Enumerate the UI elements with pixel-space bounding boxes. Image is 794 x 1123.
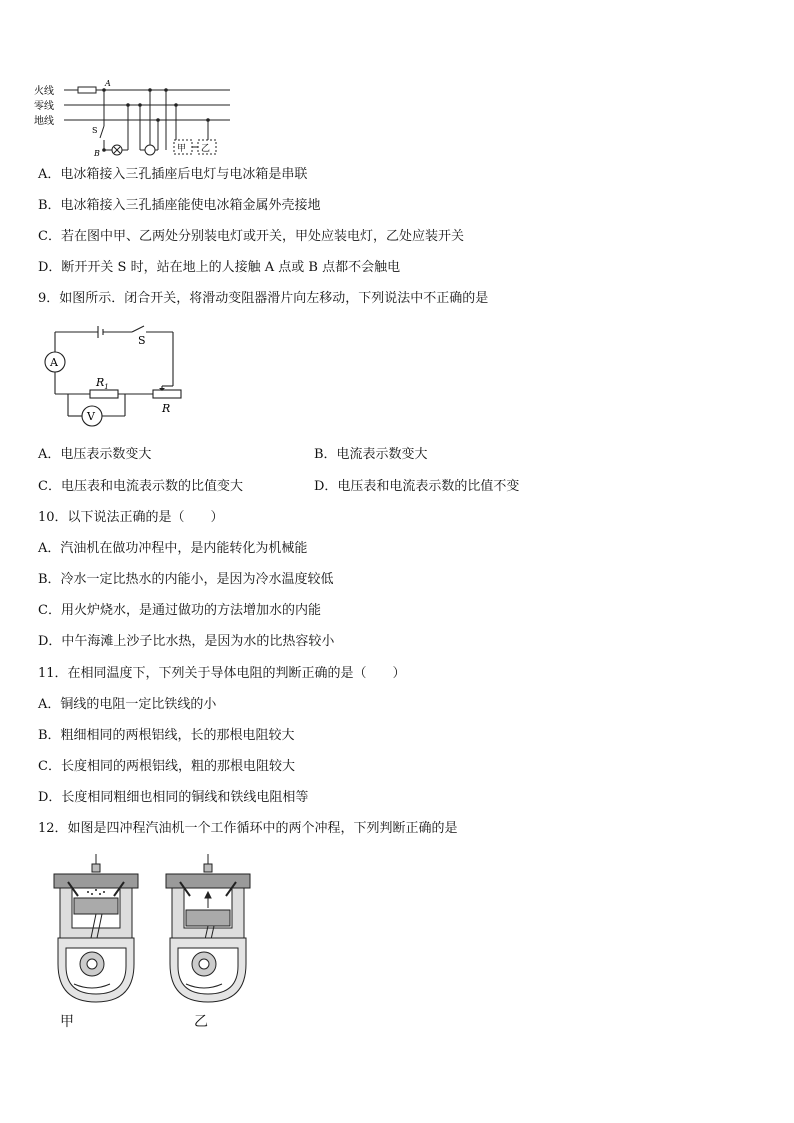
voltmeter-label: V [87, 410, 95, 423]
box-yi-label: 乙 [201, 144, 211, 154]
point-a-label: A [105, 79, 111, 88]
engine-jia-label: 甲 [60, 1014, 74, 1030]
household-circuit-figure [30, 78, 240, 162]
q10-option-c: C．用火炉烧水，是通过做功的方法增加水的内能 [38, 603, 321, 618]
q8-option-d: D．断开开关 S 时，站在地上的人接触 A 点或 B 点都不会触电 [38, 260, 401, 275]
q9-option-a: A．电压表示数变大 [38, 447, 152, 462]
live-wire-label: 火线 [34, 86, 54, 97]
neutral-wire-label: 零线 [34, 101, 54, 112]
rheostat-label: R [162, 402, 171, 415]
q9-option-c: C．电压表和电流表示数的比值变大 [38, 479, 243, 494]
box-jia-label: 甲 [177, 144, 187, 154]
engine-jia-figure [48, 852, 144, 1012]
q9-option-d: D．电压表和电流表示数的比值不变 [314, 479, 520, 494]
q10-option-b: B．冷水一定比热水的内能小，是因为冷水温度较低 [38, 572, 334, 587]
q9-option-b: B．电流表示数变大 [314, 447, 428, 462]
ground-wire-label: 地线 [34, 116, 54, 127]
q11-option-a: A．铜线的电阻一定比铁线的小 [38, 697, 217, 712]
q8-option-c: C．若在图中甲、乙两处分别装电灯或开关，甲处应装电灯，乙处应装开关 [38, 229, 464, 244]
q11-option-b: B．粗细相同的两根铝线，长的那根电阻较大 [38, 728, 295, 743]
q10-option-a: A．汽油机在做功冲程中，是内能转化为机械能 [38, 541, 308, 556]
switch-s-label: S [92, 126, 98, 135]
q9-circuit-figure [40, 322, 190, 430]
point-b-label: B [94, 149, 100, 158]
q8-option-a: A．电冰箱接入三孔插座后电灯与电冰箱是串联 [38, 167, 308, 182]
r1-label: $R_1$ [96, 376, 109, 391]
engine-yi-label: 乙 [194, 1014, 208, 1030]
engine-yi-figure [160, 852, 256, 1012]
switch-label: S [138, 334, 146, 347]
q10-option-d: D．中午海滩上沙子比水热，是因为水的比热容较小 [38, 634, 335, 649]
q11-option-d: D．长度相同粗细也相同的铜线和铁线电阻相等 [38, 790, 309, 805]
ammeter-label: A [50, 356, 58, 369]
q10-stem: 10．以下说法正确的是（ ） [38, 510, 224, 525]
q9-stem: 9．如图所示．闭合开关，将滑动变阻器滑片向左移动，下列说法中不正确的是 [38, 291, 489, 306]
q11-stem: 11．在相同温度下，下列关于导体电阻的判断正确的是（ ） [38, 666, 406, 681]
q12-stem: 12．如图是四冲程汽油机一个工作循环中的两个冲程，下列判断正确的是 [38, 821, 458, 836]
q11-option-c: C．长度相同的两根铝线，粗的那根电阻较大 [38, 759, 295, 774]
q8-option-b: B．电冰箱接入三孔插座能使电冰箱金属外壳接地 [38, 198, 321, 213]
